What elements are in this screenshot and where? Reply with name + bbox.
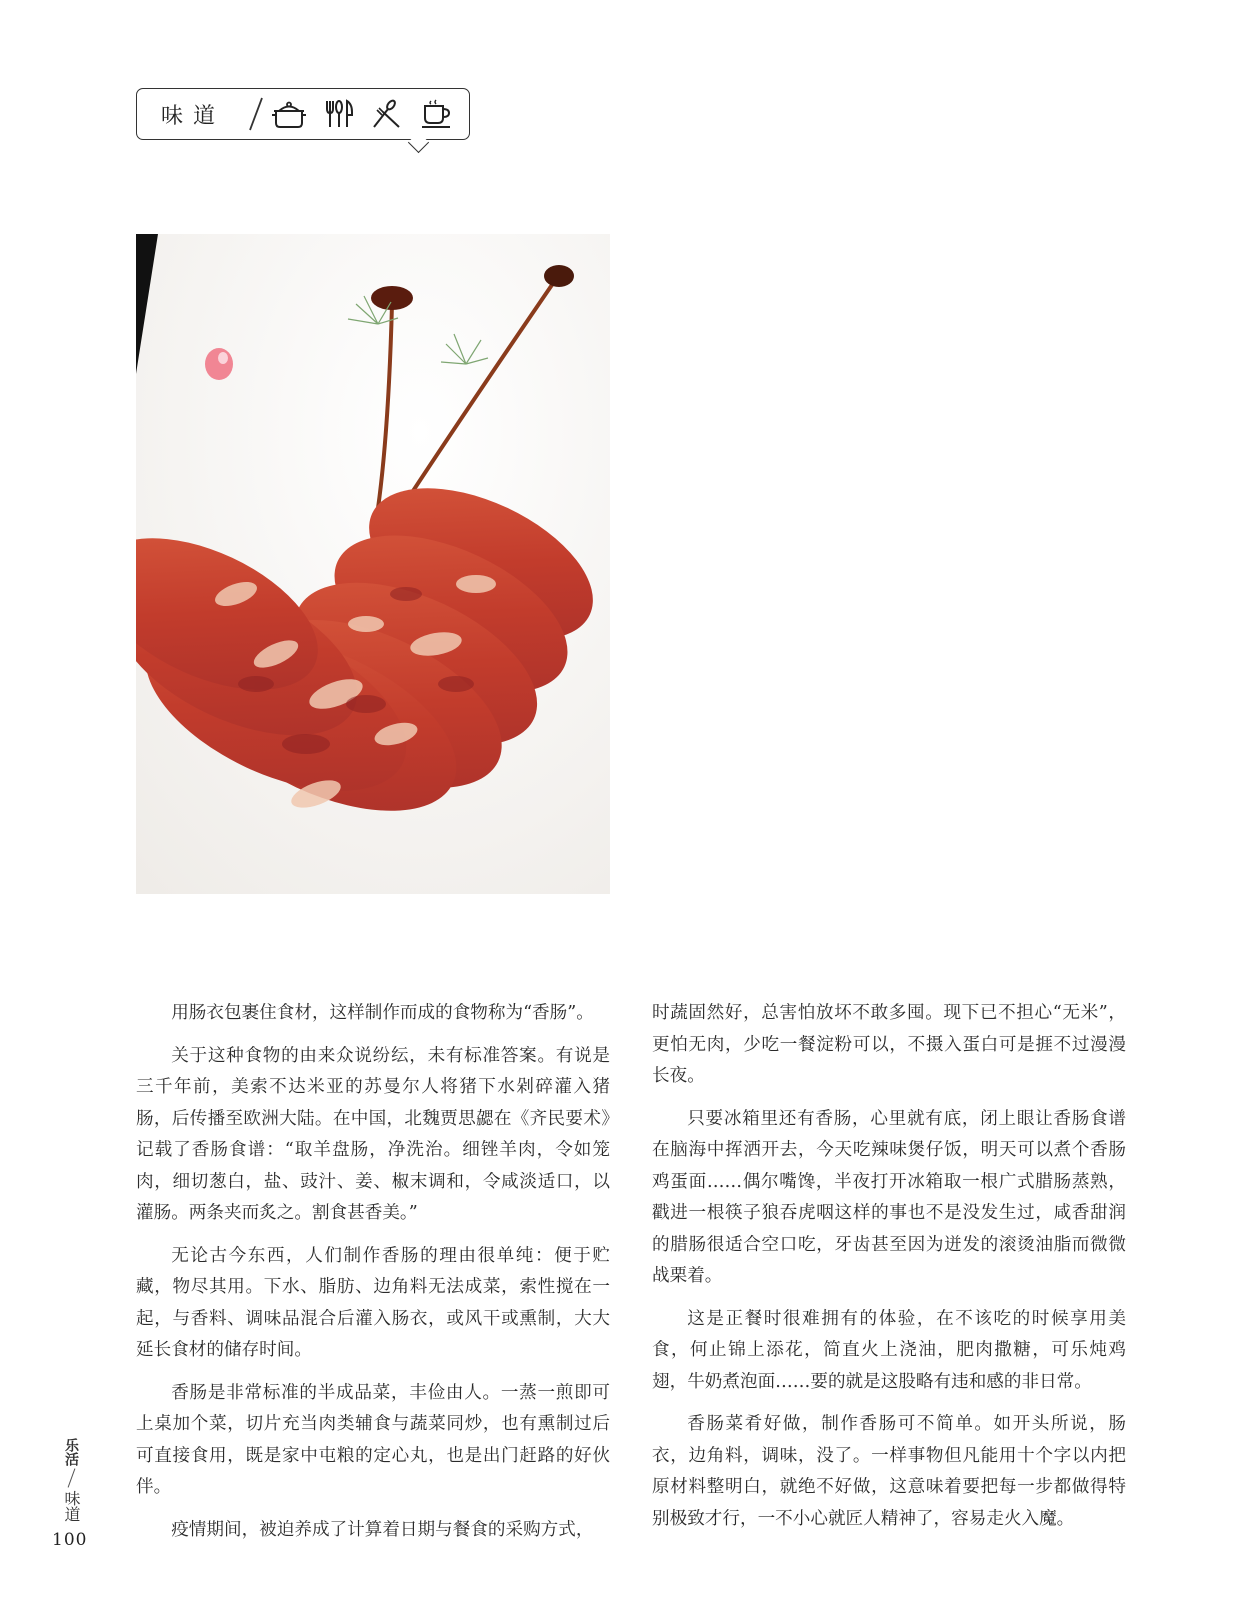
article-column-left <box>136 998 610 1557</box>
header-pointer <box>408 132 429 153</box>
paragraph: 用肠衣包裹住食材，这样制作而成的食物称为“香肠”。 <box>171 1003 594 1023</box>
section-header-tab <box>136 88 470 140</box>
section-label: 味道 <box>161 104 226 129</box>
sliced-sausage-photo <box>136 234 610 894</box>
fork-spoon-knife-icon <box>323 98 355 130</box>
side-section-marker <box>60 1438 82 1522</box>
page-number: 100 <box>52 1530 88 1550</box>
side-label-top: 乐活 <box>63 1438 79 1466</box>
header-icon-group <box>271 98 453 130</box>
paragraph: 无论古今东西，人们制作香肠的理由很单纯：便于贮藏，物尽其用。下水、脂肪、边角料无法成菜，索性搅在一起，与香料、调味品混合后灌入肠衣，或风干或熏制，大大延长食材的储存时间。 <box>136 1245 610 1360</box>
divider-slash <box>249 97 263 131</box>
paragraph: 关于这种食物的由来众说纷纭，未有标准答案。有说是三千年前，美索不达米亚的苏曼尔人将猪下水剁碎灌入猪肠，后传播至欧洲大陆。在中国，北魏贾思勰在《齐民要术》记载了香肠食谱：“取羊盘肠，净洗治。细锉羊肉，令如笼肉，细切葱白，盐、豉汁、姜、椒末调和，令咸淡适口，以灌肠。两条夹而炙之。割食甚香美。” <box>136 1045 610 1223</box>
side-label-bottom: 味道 <box>62 1490 81 1522</box>
kitchen-tools-icon <box>371 98 403 130</box>
paragraph: 这是正餐时很难拥有的体验，在不该吃的时候享用美食，何止锦上添花，简直火上浇油，肥肉撒糖，可乐炖鸡翅，牛奶煮泡面……要的就是这股略有违和感的非日常。 <box>652 1308 1126 1392</box>
paragraph: 香肠是非常标准的半成品菜，丰俭由人。一蒸一煎即可上桌加个菜，切片充当肉类辅食与蔬菜同炒，也有熏制过后可直接食用，既是家中屯粮的定心丸，也是出门赶路的好伙伴。 <box>136 1382 610 1497</box>
paragraph: 香肠菜肴好做，制作香肠可不简单。如开头所说，肠衣，边角料，调味，没了。一样事物但凡能用十个字以内把原材料整明白，就绝不好做，这意味着要把每一步都做得特别极致才行，一不小心就匠人精神了，容易走火入魔。 <box>652 1414 1126 1529</box>
article-column-right <box>652 998 1126 1546</box>
cooking-pot-icon <box>271 98 307 130</box>
coffee-cup-icon <box>419 98 453 130</box>
paragraph-continuation: 时蔬固然好，总害怕放坏不敢多囤。现下已不担心“无米”，更怕无肉，少吃一餐淀粉可以，不摄入蛋白可是捱不过漫漫长夜。 <box>652 1003 1126 1086</box>
photo-illustration <box>136 234 610 894</box>
paragraph: 只要冰箱里还有香肠，心里就有底，闭上眼让香肠食谱在脑海中挥洒开去，今天吃辣味煲仔饭，明天可以煮个香肠鸡蛋面……偶尔嘴馋，半夜打开冰箱取一根广式腊肠蒸熟，戳进一根筷子狼吞虎咽这样的事也不是没发生过，咸香甜润的腊肠很适合空口吃，牙齿甚至因为迸发的滚烫油脂而微微战栗着。 <box>652 1108 1126 1286</box>
side-divider <box>67 1468 75 1487</box>
paragraph: 疫情期间，被迫养成了计算着日期与餐食的采购方式， <box>171 1519 594 1540</box>
